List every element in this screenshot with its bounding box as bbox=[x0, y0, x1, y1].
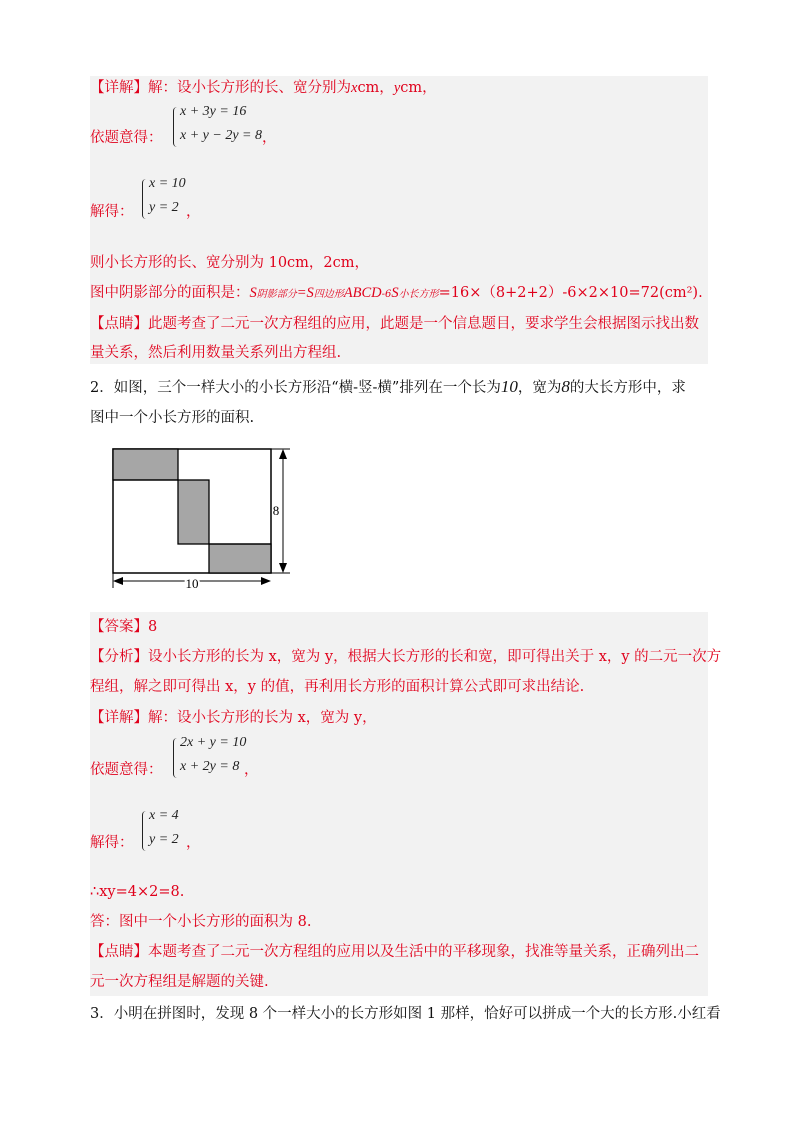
q2-sol2: y = 2 bbox=[149, 832, 179, 847]
q2-solution-block bbox=[90, 612, 708, 996]
q2-solution-brace bbox=[142, 811, 149, 851]
q2-sol-end: ， bbox=[186, 835, 201, 851]
q2-system-brace bbox=[173, 738, 180, 778]
q1-sol1: x = 10 bbox=[149, 176, 186, 191]
q3-stem-line1: 3．小明在拼图时，发现 8 个一样大小的长方形如图 1 那样，恰好可以拼成一个大的长方形.小红看 bbox=[90, 1006, 721, 1022]
q1-comment-tag: 【点睛】 bbox=[90, 316, 148, 332]
q2-eq-label: 依题意得： bbox=[90, 762, 163, 778]
q1-comment-line2: 量关系，然后利用数量关系列出方程组. bbox=[90, 345, 342, 361]
q1-conclusion: 则小长方形的长、宽分别为 10cm，2cm， bbox=[90, 255, 370, 271]
q1-system-brace bbox=[173, 107, 180, 147]
q2-stem-line2: 图中一个小长方形的面积. bbox=[90, 410, 255, 426]
q1-solution-brace bbox=[142, 179, 149, 219]
q2-eq1: 2x + y = 10 bbox=[180, 735, 247, 750]
q2-eq2: x + 2y = 8 bbox=[180, 759, 240, 774]
q1-eq1: x + 3y = 16 bbox=[180, 104, 247, 119]
q1-sol-end: ， bbox=[186, 204, 201, 220]
q1-solve-label: 解得： bbox=[90, 204, 134, 220]
q1-detail-tag: 【详解】 bbox=[90, 80, 148, 96]
small-rect-middle bbox=[178, 480, 209, 544]
q2-solve-label: 解得： bbox=[90, 835, 134, 851]
q1-eq2: x + y − 2y = 8 bbox=[180, 128, 262, 143]
q2-eq-end: ， bbox=[244, 762, 259, 778]
q2-stem-line1: 2．如图，三个一样大小的小长方形沿“横-竖-横”排列在一个长为10，宽为8的大长方形中，求 bbox=[90, 377, 686, 396]
q2-detail-line: 【详解】解：设小长方形的长为 x，宽为 y， bbox=[90, 710, 377, 726]
q2-analysis-line2: 程组，解之即可得出 x，y 的值，再利用长方形的面积计算公式即可求出结论. bbox=[90, 679, 585, 695]
small-rect-top bbox=[113, 449, 178, 480]
q1-eq-label: 依题意得： bbox=[90, 130, 163, 146]
small-rect-bottom bbox=[209, 544, 271, 573]
q2-comment-line2: 元一次方程组是解题的关键. bbox=[90, 974, 269, 990]
q2-comment-line1: 【点睛】本题考查了二元一次方程组的应用以及生活中的平移现象，找准等量关系，正确列出二 bbox=[90, 944, 699, 960]
q1-sol2: y = 2 bbox=[149, 200, 179, 215]
width-label: 10 bbox=[185, 576, 199, 591]
q2-product: ∴xy=4×2=8. bbox=[90, 884, 185, 900]
q2-answer-value: 8 bbox=[148, 619, 158, 635]
q2-sol1: x = 4 bbox=[149, 808, 179, 823]
q2-reply: 答：图中一个小长方形的面积为 8. bbox=[90, 914, 312, 930]
q1-eq-end: ， bbox=[262, 130, 277, 146]
q1-comment-line1: 【点睛】此题考查了二元一次方程组的应用，此题是一个信息题目，要求学生会根据图示找出数 bbox=[90, 316, 699, 332]
q2-figure bbox=[100, 440, 330, 595]
q1-area-line: 图中阴影部分的面积是：S阴影部分=S四边形ABCD-6S小长方形=16×（8+2+2）-6×2×10=72(cm²). bbox=[90, 285, 703, 301]
q2-answer-line: 【答案】8 bbox=[90, 619, 158, 635]
q2-analysis-line1: 【分析】设小长方形的长为 x，宽为 y，根据大长方形的长和宽，即可得出关于 x，y 的二元一次方 bbox=[90, 649, 722, 665]
height-label: 8 bbox=[272, 503, 280, 518]
q1-detail-line: 【详解】解：设小长方形的长、宽分别为xcm，ycm， bbox=[90, 80, 437, 96]
